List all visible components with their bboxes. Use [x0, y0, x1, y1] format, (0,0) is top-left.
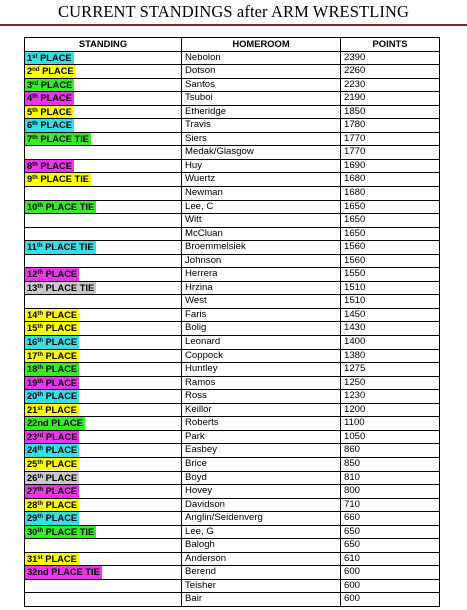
- standing-cell: [25, 254, 182, 268]
- table-row: [25, 498, 440, 512]
- place-suffix: th: [37, 514, 44, 521]
- standing-label: [25, 444, 79, 457]
- points-cell: 800: [341, 485, 440, 499]
- points-cell: 1770: [341, 132, 440, 146]
- place-suffix: st: [37, 554, 43, 561]
- place-text: PLACE: [37, 160, 72, 171]
- standing-cell: [25, 471, 182, 485]
- homeroom-cell: Etheridge: [182, 105, 341, 119]
- standing-cell: [25, 159, 182, 173]
- standing-cell: [25, 268, 182, 282]
- table-row: [25, 579, 440, 593]
- place-text: PLACE: [43, 472, 78, 483]
- place-suffix: th: [37, 283, 44, 290]
- homeroom-cell: West: [182, 295, 341, 309]
- place-text: PLACE TIE: [43, 201, 95, 212]
- standing-label: [25, 241, 96, 254]
- points-cell: 2230: [341, 78, 440, 92]
- homeroom-cell: Bair: [182, 593, 341, 607]
- homeroom-cell: Bolig: [182, 322, 341, 336]
- standing-cell: [25, 485, 182, 499]
- place-text: PLACE: [43, 323, 78, 334]
- homeroom-cell: Broemmelsiek: [182, 241, 341, 255]
- header-standing: STANDING: [25, 38, 182, 52]
- standing-label: [25, 268, 79, 281]
- place-number: 32nd PLACE TIE: [27, 567, 100, 578]
- standing-label: [25, 52, 74, 65]
- standing-cell: [25, 525, 182, 539]
- table-row: [25, 159, 440, 173]
- place-suffix: th: [32, 107, 38, 114]
- table-row: [25, 227, 440, 241]
- points-cell: 710: [341, 498, 440, 512]
- place-suffix: st: [32, 53, 38, 60]
- standing-cell: [25, 119, 182, 133]
- table-row: [25, 146, 440, 160]
- place-text: PLACE TIE: [42, 242, 94, 253]
- points-cell: 1230: [341, 390, 440, 404]
- standing-cell: [25, 92, 182, 106]
- standing-cell: [25, 390, 182, 404]
- standing-label: [25, 526, 96, 539]
- standing-cell: [25, 214, 182, 228]
- place-suffix: th: [36, 243, 43, 250]
- standing-label: [25, 119, 74, 132]
- place-suffix: th: [37, 270, 44, 277]
- place-text: PLACE: [37, 52, 72, 63]
- standing-label: [25, 282, 96, 295]
- standing-label: [25, 173, 91, 186]
- place-text: PLACE: [37, 93, 72, 104]
- homeroom-cell: Roberts: [182, 417, 341, 431]
- standing-cell: [25, 566, 182, 580]
- place-suffix: th: [32, 121, 38, 128]
- place-number: 15: [27, 323, 38, 334]
- standing-cell: [25, 200, 182, 214]
- place-number: 2: [27, 66, 33, 77]
- place-suffix: st: [37, 405, 43, 412]
- homeroom-cell: Tsuboi: [182, 92, 341, 106]
- table-row: [25, 376, 440, 390]
- points-cell: 2190: [341, 92, 440, 106]
- standing-cell: [25, 417, 182, 431]
- standing-cell: [25, 51, 182, 65]
- points-cell: 810: [341, 471, 440, 485]
- place-number: 11: [27, 242, 37, 253]
- place-suffix: th: [37, 459, 44, 466]
- points-cell: 1690: [341, 159, 440, 173]
- place-text: PLACE: [39, 66, 74, 77]
- place-number: 16: [27, 337, 38, 348]
- place-text: PLACE: [43, 458, 78, 469]
- standing-cell: [25, 146, 182, 160]
- points-cell: 650: [341, 525, 440, 539]
- homeroom-cell: Ramos: [182, 376, 341, 390]
- homeroom-cell: Wuertz: [182, 173, 341, 187]
- standings-table: [24, 37, 440, 607]
- place-suffix: rd: [32, 80, 39, 87]
- table-row: [25, 512, 440, 526]
- place-number: 27: [27, 486, 38, 497]
- table-row: [25, 295, 440, 309]
- standing-cell: [25, 444, 182, 458]
- homeroom-cell: Berend: [182, 566, 341, 580]
- table-row: [25, 308, 440, 322]
- homeroom-cell: Dotson: [182, 65, 341, 79]
- points-cell: 600: [341, 566, 440, 580]
- standing-label: [25, 404, 79, 417]
- standing-cell: [25, 105, 182, 119]
- homeroom-cell: Davidson: [182, 498, 341, 512]
- points-cell: 1400: [341, 336, 440, 350]
- table-row: [25, 51, 440, 65]
- homeroom-cell: Keillor: [182, 403, 341, 417]
- place-text: PLACE: [42, 404, 77, 415]
- place-text: PLACE: [38, 79, 73, 90]
- place-text: PLACE: [43, 309, 78, 320]
- place-text: PLACE: [43, 269, 78, 280]
- points-cell: 650: [341, 539, 440, 553]
- homeroom-cell: Brice: [182, 457, 341, 471]
- table-row: [25, 471, 440, 485]
- place-suffix: th: [37, 378, 44, 385]
- homeroom-cell: Anglin/Seidenverg: [182, 512, 341, 526]
- place-number: 24: [27, 445, 38, 456]
- place-text: PLACE: [37, 106, 72, 117]
- table-row: [25, 430, 440, 444]
- points-cell: 600: [341, 593, 440, 607]
- place-suffix: th: [32, 94, 38, 101]
- points-cell: 1770: [341, 146, 440, 160]
- place-number: 20: [27, 391, 38, 402]
- homeroom-cell: Huy: [182, 159, 341, 173]
- place-number: 5: [27, 106, 33, 117]
- standing-cell: [25, 78, 182, 92]
- standings-body: [25, 51, 440, 606]
- standing-cell: [25, 308, 182, 322]
- place-text: PLACE: [43, 513, 78, 524]
- homeroom-cell: Faris: [182, 308, 341, 322]
- homeroom-cell: Park: [182, 430, 341, 444]
- place-text: PLACE TIE: [37, 133, 89, 144]
- homeroom-cell: Newman: [182, 187, 341, 201]
- points-cell: 1250: [341, 376, 440, 390]
- homeroom-cell: Hrzina: [182, 281, 341, 295]
- standing-cell: [25, 403, 182, 417]
- points-cell: 1050: [341, 430, 440, 444]
- place-number: 23: [27, 431, 38, 442]
- place-suffix: th: [37, 392, 44, 399]
- place-suffix: th: [37, 473, 44, 480]
- place-text: PLACE TIE: [43, 526, 95, 537]
- standing-cell: [25, 187, 182, 201]
- points-cell: 1510: [341, 295, 440, 309]
- standing-cell: [25, 173, 182, 187]
- header-row: [25, 38, 440, 52]
- points-cell: 1430: [341, 322, 440, 336]
- place-number: 29: [27, 513, 38, 524]
- place-suffix: th: [37, 365, 44, 372]
- header-points: POINTS: [341, 38, 440, 52]
- place-suffix: th: [37, 338, 44, 345]
- place-number: 10: [27, 201, 38, 212]
- table-row: [25, 65, 440, 79]
- place-suffix: th: [37, 310, 44, 317]
- points-cell: 1680: [341, 173, 440, 187]
- table-row: [25, 403, 440, 417]
- standing-cell: [25, 132, 182, 146]
- points-cell: 2260: [341, 65, 440, 79]
- homeroom-cell: Santos: [182, 78, 341, 92]
- points-cell: 600: [341, 579, 440, 593]
- homeroom-cell: Anderson: [182, 552, 341, 566]
- homeroom-cell: Herrera: [182, 268, 341, 282]
- standing-cell: [25, 430, 182, 444]
- place-number: 3: [27, 79, 33, 90]
- standing-label: [25, 363, 79, 376]
- standing-cell: [25, 539, 182, 553]
- homeroom-cell: Medak/Glasgow: [182, 146, 341, 160]
- table-row: [25, 241, 440, 255]
- standing-label: [25, 390, 79, 403]
- place-number: 14: [27, 309, 38, 320]
- place-text: PLACE: [43, 431, 78, 442]
- place-text: PLACE: [43, 486, 78, 497]
- standing-label: [25, 65, 76, 78]
- points-cell: 850: [341, 457, 440, 471]
- points-cell: 1550: [341, 268, 440, 282]
- homeroom-cell: Lee, G: [182, 525, 341, 539]
- standing-label: [25, 350, 79, 363]
- table-row: [25, 525, 440, 539]
- table-row: [25, 187, 440, 201]
- place-text: PLACE: [43, 499, 78, 510]
- place-number: 6: [27, 120, 33, 131]
- place-suffix: rd: [37, 432, 44, 439]
- table-row: [25, 322, 440, 336]
- standing-cell: [25, 363, 182, 377]
- place-text: PLACE TIE: [37, 174, 89, 185]
- table-row: [25, 444, 440, 458]
- standing-label: [25, 499, 79, 512]
- points-cell: 2390: [341, 51, 440, 65]
- points-cell: 1200: [341, 403, 440, 417]
- standing-label: [25, 322, 79, 335]
- homeroom-cell: Nebolon: [182, 51, 341, 65]
- standing-cell: [25, 241, 182, 255]
- points-cell: 660: [341, 512, 440, 526]
- place-suffix: th: [32, 161, 38, 168]
- header-homeroom: HOMEROOM: [182, 38, 341, 52]
- place-number: 22nd PLACE: [27, 418, 83, 429]
- standing-cell: [25, 579, 182, 593]
- place-number: 26: [27, 472, 38, 483]
- table-row: [25, 200, 440, 214]
- table-row: [25, 268, 440, 282]
- standing-label: [25, 309, 79, 322]
- place-suffix: th: [37, 351, 44, 358]
- standing-cell: [25, 376, 182, 390]
- points-cell: 860: [341, 444, 440, 458]
- points-cell: 1100: [341, 417, 440, 431]
- homeroom-cell: Hovey: [182, 485, 341, 499]
- place-number: 31: [27, 553, 38, 564]
- homeroom-cell: Coppock: [182, 349, 341, 363]
- place-number: 21: [27, 404, 38, 415]
- place-suffix: th: [37, 487, 44, 494]
- table-row: [25, 132, 440, 146]
- place-suffix: th: [37, 500, 44, 507]
- standing-label: [25, 431, 79, 444]
- points-cell: 1780: [341, 119, 440, 133]
- points-cell: 1450: [341, 308, 440, 322]
- standing-label: [25, 472, 79, 485]
- place-number: 19: [27, 377, 38, 388]
- points-cell: 610: [341, 552, 440, 566]
- standing-cell: [25, 336, 182, 350]
- table-row: [25, 539, 440, 553]
- homeroom-cell: Leonard: [182, 336, 341, 350]
- homeroom-cell: Balogh: [182, 539, 341, 553]
- standing-cell: [25, 281, 182, 295]
- standing-cell: [25, 593, 182, 607]
- standing-cell: [25, 498, 182, 512]
- place-text: PLACE: [43, 377, 78, 388]
- place-number: 28: [27, 499, 38, 510]
- place-suffix: th: [37, 324, 44, 331]
- standing-label: [25, 553, 79, 566]
- standing-cell: [25, 322, 182, 336]
- place-number: 8: [27, 160, 33, 171]
- table-row: [25, 390, 440, 404]
- standing-label: [25, 106, 74, 119]
- table-row: [25, 254, 440, 268]
- standing-cell: [25, 65, 182, 79]
- standing-label: [25, 512, 79, 525]
- place-text: PLACE: [37, 120, 72, 131]
- standing-cell: [25, 349, 182, 363]
- table-row: [25, 92, 440, 106]
- place-number: 30: [27, 526, 38, 537]
- table-row: [25, 281, 440, 295]
- place-suffix: th: [37, 202, 44, 209]
- table-row: [25, 336, 440, 350]
- points-cell: 1650: [341, 227, 440, 241]
- standing-cell: [25, 295, 182, 309]
- table-row: [25, 214, 440, 228]
- standing-cell: [25, 457, 182, 471]
- place-text: PLACE: [43, 364, 78, 375]
- table-row: [25, 457, 440, 471]
- place-number: 17: [27, 350, 38, 361]
- place-number: 18: [27, 364, 38, 375]
- homeroom-cell: Travis: [182, 119, 341, 133]
- place-text: PLACE: [42, 553, 77, 564]
- table-row: [25, 349, 440, 363]
- standing-label: [25, 79, 74, 92]
- table-row: [25, 363, 440, 377]
- points-cell: 1275: [341, 363, 440, 377]
- homeroom-cell: Easbey: [182, 444, 341, 458]
- points-cell: 1680: [341, 187, 440, 201]
- place-number: 9: [27, 174, 33, 185]
- place-text: PLACE: [43, 350, 78, 361]
- homeroom-cell: Witt: [182, 214, 341, 228]
- table-row: [25, 119, 440, 133]
- place-suffix: th: [32, 134, 38, 141]
- table-row: [25, 417, 440, 431]
- place-text: PLACE: [43, 337, 78, 348]
- standing-cell: [25, 512, 182, 526]
- table-row: [25, 485, 440, 499]
- table-row: [25, 566, 440, 580]
- place-suffix: th: [32, 175, 38, 182]
- place-number: 13: [27, 282, 38, 293]
- points-cell: 1850: [341, 105, 440, 119]
- table-row: [25, 78, 440, 92]
- place-number: 4: [27, 93, 33, 104]
- points-cell: 1380: [341, 349, 440, 363]
- place-number: 12: [27, 269, 38, 280]
- title-rule: [0, 24, 467, 26]
- standing-label: [25, 458, 79, 471]
- standing-label: [25, 160, 74, 173]
- standing-cell: [25, 552, 182, 566]
- standing-label: [25, 336, 79, 349]
- homeroom-cell: Boyd: [182, 471, 341, 485]
- place-number: 1: [27, 52, 33, 63]
- standing-label: [25, 417, 85, 430]
- place-text: PLACE TIE: [43, 282, 95, 293]
- place-suffix: th: [37, 446, 44, 453]
- homeroom-cell: Teisher: [182, 579, 341, 593]
- place-text: PLACE: [43, 391, 78, 402]
- points-cell: 1650: [341, 214, 440, 228]
- page-title: CURRENT STANDINGS after ARM WRESTLING: [57, 2, 409, 21]
- table-row: [25, 593, 440, 607]
- homeroom-cell: Ross: [182, 390, 341, 404]
- points-cell: 1560: [341, 241, 440, 255]
- homeroom-cell: Siers: [182, 132, 341, 146]
- place-number: 25: [27, 458, 38, 469]
- points-cell: 1560: [341, 254, 440, 268]
- standing-label: [25, 133, 91, 146]
- points-cell: 1510: [341, 281, 440, 295]
- standing-label: [25, 92, 74, 105]
- place-text: PLACE: [43, 445, 78, 456]
- table-row: [25, 105, 440, 119]
- table-row: [25, 552, 440, 566]
- homeroom-cell: Huntley: [182, 363, 341, 377]
- points-cell: 1650: [341, 200, 440, 214]
- standing-label: [25, 377, 79, 390]
- place-suffix: nd: [32, 67, 40, 74]
- standing-label: [25, 566, 102, 579]
- standing-cell: [25, 227, 182, 241]
- place-number: 7: [27, 133, 33, 144]
- place-suffix: th: [37, 527, 44, 534]
- homeroom-cell: McCluan: [182, 227, 341, 241]
- homeroom-cell: Lee, C: [182, 200, 341, 214]
- standing-label: [25, 485, 79, 498]
- standing-label: [25, 201, 96, 214]
- homeroom-cell: Johnson: [182, 254, 341, 268]
- table-row: [25, 173, 440, 187]
